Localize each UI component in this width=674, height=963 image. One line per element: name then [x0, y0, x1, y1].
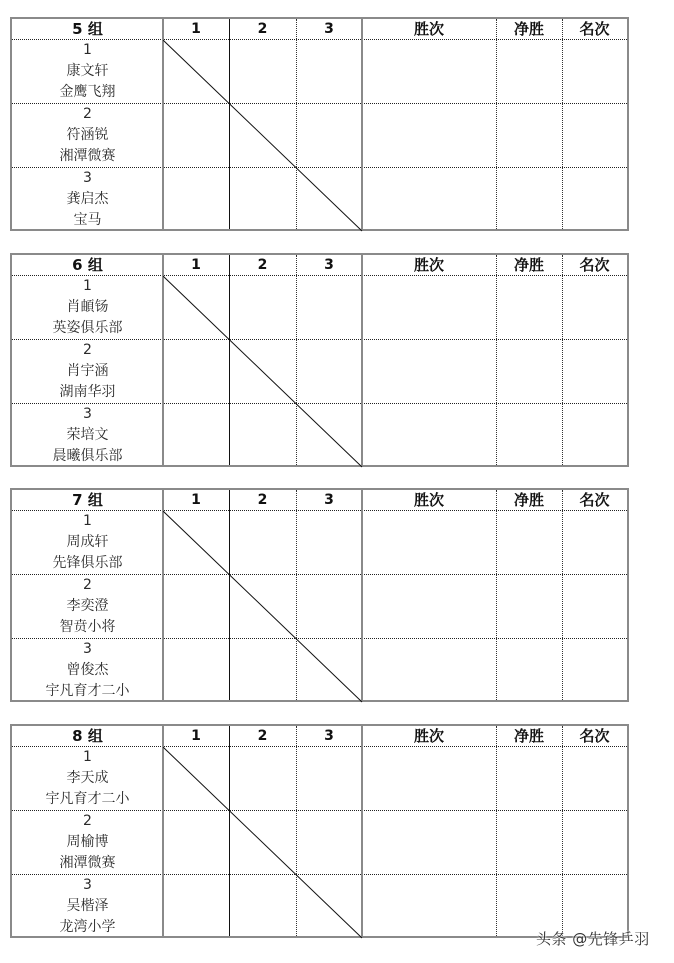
column-header-col2: 2 — [257, 257, 268, 273]
result-cell-col3 — [296, 168, 362, 231]
column-header-col3: 3 — [324, 21, 334, 37]
result-cell-net-wins[interactable] — [496, 404, 562, 467]
column-header-wins: 胜次 — [413, 491, 444, 509]
result-cell-wins[interactable] — [362, 747, 496, 810]
player-name: 荣培文 — [66, 427, 109, 443]
result-cell-col1 — [163, 747, 229, 810]
group-table-8 — [10, 724, 629, 938]
player-seed: 2 — [83, 813, 92, 829]
result-cell-col2[interactable] — [229, 276, 296, 339]
player-club: 先锋俱乐部 — [52, 555, 123, 571]
result-cell-rank[interactable] — [562, 511, 627, 574]
result-cell-rank[interactable] — [562, 40, 627, 103]
column-header-col2: 2 — [257, 492, 268, 508]
result-cell-rank[interactable] — [562, 340, 627, 403]
column-header-net-wins: 净胜 — [513, 20, 544, 38]
group-table-6 — [10, 253, 629, 467]
result-cell-col1 — [163, 511, 229, 574]
result-cell-net-wins[interactable] — [496, 40, 562, 103]
column-header-rank: 名次 — [579, 20, 610, 38]
column-header-rank: 名次 — [579, 256, 610, 274]
column-header-wins: 胜次 — [413, 727, 444, 745]
result-cell-wins[interactable] — [362, 104, 496, 167]
result-cell-col3[interactable] — [296, 511, 362, 574]
player-name: 吴楷泽 — [66, 898, 109, 914]
result-cell-col1[interactable] — [163, 340, 229, 403]
result-cell-col2[interactable] — [229, 875, 296, 938]
player-seed: 1 — [83, 42, 92, 58]
player-club: 宝马 — [73, 212, 102, 228]
player-club: 龙湾小学 — [59, 919, 116, 935]
result-cell-net-wins[interactable] — [496, 639, 562, 702]
result-cell-wins[interactable] — [362, 276, 496, 339]
player-cell — [12, 575, 163, 638]
player-seed: 1 — [83, 278, 92, 294]
result-cell-rank[interactable] — [562, 276, 627, 339]
column-header-col1: 1 — [191, 728, 201, 744]
result-cell-col2 — [229, 340, 296, 403]
result-cell-col2[interactable] — [229, 511, 296, 574]
player-cell — [12, 104, 163, 167]
result-cell-net-wins[interactable] — [496, 276, 562, 339]
player-name: 符涵锐 — [66, 127, 109, 143]
player-cell — [12, 511, 163, 574]
column-header-col3: 3 — [324, 728, 334, 744]
group-label: 7 组 — [72, 491, 103, 509]
column-header-net-wins: 净胜 — [513, 491, 544, 509]
group-label: 8 组 — [72, 727, 103, 745]
result-cell-net-wins[interactable] — [496, 168, 562, 231]
player-name: 肖頔钖 — [66, 299, 109, 315]
result-cell-col3[interactable] — [296, 104, 362, 167]
column-header-rank: 名次 — [579, 491, 610, 509]
result-cell-net-wins[interactable] — [496, 575, 562, 638]
result-cell-net-wins[interactable] — [496, 104, 562, 167]
player-name: 周榆博 — [66, 834, 109, 850]
player-seed: 3 — [83, 877, 92, 893]
group-label: 6 组 — [72, 256, 103, 274]
player-cell — [12, 40, 163, 103]
group-label: 5 组 — [72, 20, 103, 38]
player-seed: 2 — [83, 106, 92, 122]
player-cell — [12, 747, 163, 810]
result-cell-wins[interactable] — [362, 404, 496, 467]
result-cell-wins[interactable] — [362, 639, 496, 702]
player-club: 英姿俱乐部 — [52, 320, 123, 336]
result-cell-wins[interactable] — [362, 40, 496, 103]
player-club: 宇凡育才二小 — [45, 683, 130, 699]
result-cell-net-wins[interactable] — [496, 811, 562, 874]
player-cell — [12, 404, 163, 467]
result-cell-net-wins[interactable] — [496, 747, 562, 810]
result-cell-col1[interactable] — [163, 404, 229, 467]
player-cell — [12, 875, 163, 938]
result-cell-wins[interactable] — [362, 168, 496, 231]
column-header-col2: 2 — [257, 21, 268, 37]
result-cell-col1[interactable] — [163, 168, 229, 231]
player-name: 李奕澄 — [66, 598, 109, 614]
column-header-net-wins: 净胜 — [513, 256, 544, 274]
result-cell-wins[interactable] — [362, 575, 496, 638]
player-name: 康文轩 — [66, 63, 109, 79]
column-header-col1: 1 — [191, 257, 201, 273]
player-name: 李天成 — [66, 770, 109, 786]
column-header-wins: 胜次 — [413, 20, 444, 38]
result-cell-col1[interactable] — [163, 104, 229, 167]
player-seed: 1 — [83, 513, 92, 529]
result-cell-col1[interactable] — [163, 811, 229, 874]
result-cell-col2 — [229, 575, 296, 638]
player-seed: 2 — [83, 577, 92, 593]
column-header-col3: 3 — [324, 492, 334, 508]
player-seed: 3 — [83, 406, 92, 422]
player-seed: 3 — [83, 170, 92, 186]
player-cell — [12, 276, 163, 339]
result-cell-rank[interactable] — [562, 168, 627, 231]
result-cell-col2 — [229, 104, 296, 167]
player-name: 肖宇涵 — [66, 363, 109, 379]
column-header-wins: 胜次 — [413, 256, 444, 274]
player-cell — [12, 811, 163, 874]
player-club: 湖南华羽 — [59, 384, 116, 400]
result-cell-col2[interactable] — [229, 404, 296, 467]
player-seed: 2 — [83, 342, 92, 358]
result-cell-col2 — [229, 811, 296, 874]
column-header-col3: 3 — [324, 257, 334, 273]
column-header-col1: 1 — [191, 492, 201, 508]
result-cell-col3 — [296, 404, 362, 467]
result-cell-col3 — [296, 875, 362, 938]
player-name: 周成轩 — [66, 534, 109, 550]
result-cell-col3[interactable] — [296, 276, 362, 339]
result-cell-col2[interactable] — [229, 639, 296, 702]
watermark: 头条 @先锋乒羽 — [536, 930, 650, 948]
result-cell-col2[interactable] — [229, 747, 296, 810]
player-club: 智贲小将 — [59, 619, 116, 635]
result-cell-col3 — [296, 639, 362, 702]
group-table-7 — [10, 488, 629, 702]
player-name: 龚启杰 — [66, 191, 109, 207]
result-cell-col2[interactable] — [229, 40, 296, 103]
result-cell-rank[interactable] — [562, 104, 627, 167]
result-cell-col1[interactable] — [163, 639, 229, 702]
result-cell-wins[interactable] — [362, 340, 496, 403]
result-cell-net-wins[interactable] — [496, 511, 562, 574]
result-cell-wins[interactable] — [362, 511, 496, 574]
result-cell-rank[interactable] — [562, 811, 627, 874]
player-cell — [12, 639, 163, 702]
group-table-5 — [10, 17, 629, 231]
result-cell-col3[interactable] — [296, 575, 362, 638]
result-cell-col3[interactable] — [296, 340, 362, 403]
player-cell — [12, 340, 163, 403]
player-name: 曾俊杰 — [66, 662, 109, 678]
result-cell-col3[interactable] — [296, 40, 362, 103]
player-seed: 1 — [83, 749, 92, 765]
result-cell-rank[interactable] — [562, 404, 627, 467]
result-cell-col1 — [163, 276, 229, 339]
result-cell-wins[interactable] — [362, 875, 496, 938]
result-cell-col1[interactable] — [163, 875, 229, 938]
result-cell-rank[interactable] — [562, 747, 627, 810]
player-club: 湘潭微赛 — [59, 855, 116, 871]
result-cell-net-wins[interactable] — [496, 340, 562, 403]
result-cell-col3[interactable] — [296, 747, 362, 810]
column-header-col1: 1 — [191, 21, 201, 37]
player-seed: 3 — [83, 641, 92, 657]
result-cell-rank[interactable] — [562, 575, 627, 638]
column-header-col2: 2 — [257, 728, 268, 744]
player-club: 金鹰飞翔 — [59, 84, 116, 100]
result-cell-col1 — [163, 40, 229, 103]
result-cell-rank[interactable] — [562, 639, 627, 702]
player-club: 湘潭微赛 — [59, 148, 116, 164]
result-cell-col3[interactable] — [296, 811, 362, 874]
result-cell-wins[interactable] — [362, 811, 496, 874]
result-cell-col1[interactable] — [163, 575, 229, 638]
result-cell-col2[interactable] — [229, 168, 296, 231]
column-header-rank: 名次 — [579, 727, 610, 745]
player-club: 宇凡育才二小 — [45, 791, 130, 807]
player-cell — [12, 168, 163, 231]
player-club: 晨曦俱乐部 — [52, 448, 123, 464]
column-header-net-wins: 净胜 — [513, 727, 544, 745]
